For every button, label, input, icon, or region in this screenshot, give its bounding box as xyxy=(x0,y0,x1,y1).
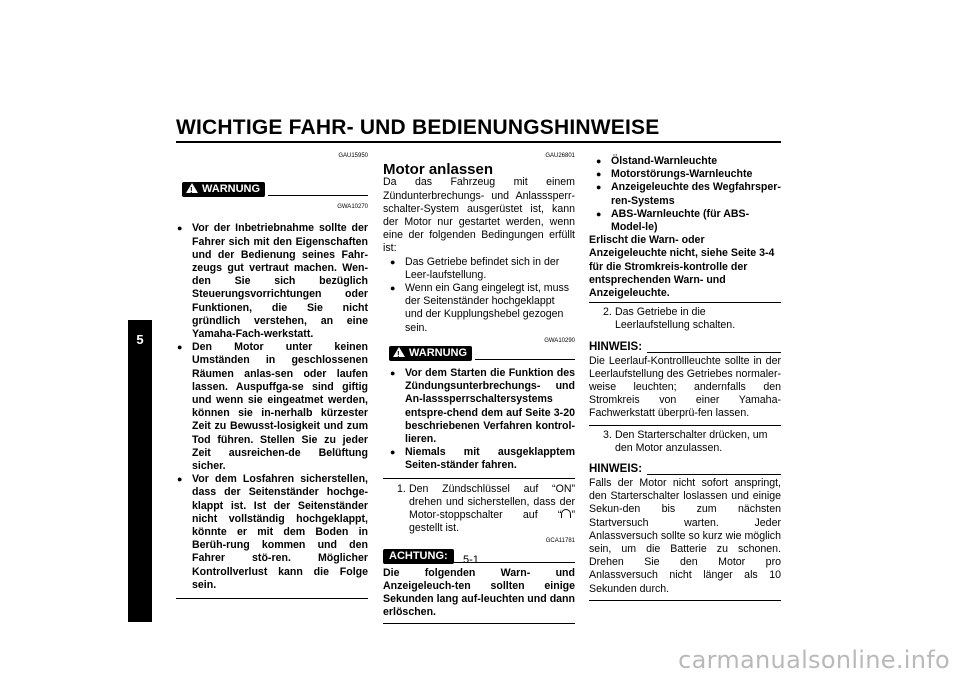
column-2 xyxy=(383,150,575,624)
hinweis-header xyxy=(589,463,781,477)
achtung-header xyxy=(383,549,575,565)
warning-triangle-icon xyxy=(186,183,198,193)
warning-badge xyxy=(182,182,265,197)
list-item: ● Motorstörungs-Warnleuchte xyxy=(595,168,781,181)
divider xyxy=(383,623,575,624)
hinweis-header xyxy=(589,341,781,355)
step-2 xyxy=(589,306,781,332)
list-item: ● ABS-Warnleuchte (für ABS-Model-le) xyxy=(595,208,781,234)
step-text: Den Starterschalter drücken, um den Motor anzulassen. xyxy=(615,428,768,454)
ref-code: GCA11781 xyxy=(545,538,575,545)
engine-run-icon xyxy=(561,509,571,518)
warning-header xyxy=(176,182,368,197)
divider xyxy=(176,598,368,599)
step-number: 2. xyxy=(603,306,612,319)
ref-code: GWA10270 xyxy=(337,204,368,211)
column-1 xyxy=(176,150,368,599)
list-item: ● Vor dem Losfahren sicherstellen, dass der Seitenständer hochge-klappt ist. Ist der Seitenständer nicht vollständig hochgeklappt, könnte er mit dem Boden in Berüh-rung kommen und den Fahrer stö-ren. Möglicher Kontrollverlust kann die Folge sein. xyxy=(176,473,368,592)
list-item: ● Vor dem Starten die Funktion des Zündungsunterbrechungs- und An-lasssperrschaltersystems entspre-chend dem auf Seite 3-20 beschriebenen Verfahren kontrol-lieren. xyxy=(389,367,575,446)
divider xyxy=(647,352,781,353)
divider xyxy=(268,195,368,196)
ref-code: GAU26801 xyxy=(545,153,575,159)
warning-label: WARNUNG xyxy=(409,347,468,360)
step-number: 3. xyxy=(603,428,612,441)
divider xyxy=(383,478,575,479)
header-rule xyxy=(176,141,781,143)
list-item: ● Den Motor unter keinen Umständen in geschlossenen Räumen anlas-sen oder laufen lassen. Auspuffga-se sind giftig und wenn sie eingeatmet werden, können sie in-nerhalb kürzester Zeit zu Bewusst-losigkeit und zum Tod führen. Stellen Sie zu jeder Zeit ausreichen-de Belüftung sicher. xyxy=(176,341,368,473)
list-item: ● Niemals mit ausgeklapptem Seiten-ständer fahren. xyxy=(389,446,575,472)
chapter-number: 5 xyxy=(136,332,144,347)
divider xyxy=(647,474,781,475)
warning-header xyxy=(383,348,575,363)
warning-badge xyxy=(389,346,472,361)
warning-label: WARNUNG xyxy=(202,183,261,196)
note-text: Erlischt die Warn- oder Anzeigeleuchte nicht, siehe Seite 3-4 für die Stromkreis-kontrolle der entsprechenden Warn- und Anzeigeleuchte. xyxy=(589,234,775,300)
divider xyxy=(589,425,781,426)
section-heading: Motor anlassen xyxy=(383,161,494,179)
hinweis-text: Falls der Motor nicht sofort anspringt, den Starterschalter loslassen und einige Sekun-den bis zum nächsten Startversuch warten. Jeder Anlassversuch sollte so kurz wie möglich sein, um die Batterie zu schonen. Drehen Sie den Motor pro Anlassversuch nicht länger als 10 Sekunden durch. xyxy=(589,477,781,595)
step-text: Den Zündschlüssel auf “ON” drehen und sicherstellen, dass der Motor-stoppschalter auf “ xyxy=(409,482,575,522)
page-title: WICHTIGE FAHR- UND BEDIENUNGSHINWEISE xyxy=(176,116,660,139)
warning-triangle-icon xyxy=(393,347,405,357)
step-3 xyxy=(589,429,781,455)
ref-code: GWA10290 xyxy=(544,337,575,344)
hinweis-label: HINWEIS: xyxy=(589,340,643,353)
chapter-tab xyxy=(128,320,152,622)
intro-text: Da das Fahrzeug mit einem Zündunterbrechungs- und Anlasssperr-schalter-System ausgerüstet ist, kann der Motor nur gestartet werden, wenn eine der folgenden Bedingungen erfüllt ist: xyxy=(383,176,575,255)
achtung-badge: ACHTUNG: xyxy=(383,549,454,564)
list-item: ● Das Getriebe befindet sich in der Leer-laufstellung. xyxy=(389,256,575,282)
divider xyxy=(475,359,575,360)
page-number: 5-1 xyxy=(463,554,479,566)
step-text: ” gestellt ist. xyxy=(409,509,575,535)
hinweis-label: HINWEIS: xyxy=(589,463,643,476)
achtung-text: Die folgenden Warn- und Anzeigeleuch-ten sollten einige Sekunden lang auf-leuchten und dann erlöschen. xyxy=(383,566,575,619)
watermark: carmanualsonline.info xyxy=(678,646,950,674)
hinweis-text: Die Leerlauf-Kontrollleuchte sollte in der Leerlaufstellung des Getriebes normaler-weise leuchten; andernfalls den Stromkreis von einer Yamaha-Fachwerkstatt überprü-fen lassen. xyxy=(589,354,781,420)
divider xyxy=(589,302,781,303)
list-item: ● Vor der Inbetriebnahme sollte der Fahrer sich mit den Eigenschaften und der Bedienung seines Fahr-zeugs gut vertraut machen. Wen-den Sie sich bezüglich Steuerungsvorrichtungen oder Funktionen, die Sie nicht gründlich verstehen, an eine Yamaha-Fach-werkstatt. xyxy=(176,222,368,341)
column-3 xyxy=(589,155,781,601)
list-item: ● Ölstand-Warnleuchte xyxy=(595,155,781,168)
step-number: 1. xyxy=(397,482,406,495)
divider xyxy=(589,600,781,601)
list-item: ● Wenn ein Gang eingelegt ist, muss der Seitenständer hochgeklappt und der Kupplungshebel gezogen sein. xyxy=(389,282,575,335)
step-1 xyxy=(383,483,575,536)
ref-code: GAU15950 xyxy=(338,153,368,159)
list-item: ● Anzeigeleuchte des Wegfahrsper-ren-Systems xyxy=(595,181,781,207)
step-text: Das Getriebe in die Leerlaufstellung schalten. xyxy=(615,306,736,332)
